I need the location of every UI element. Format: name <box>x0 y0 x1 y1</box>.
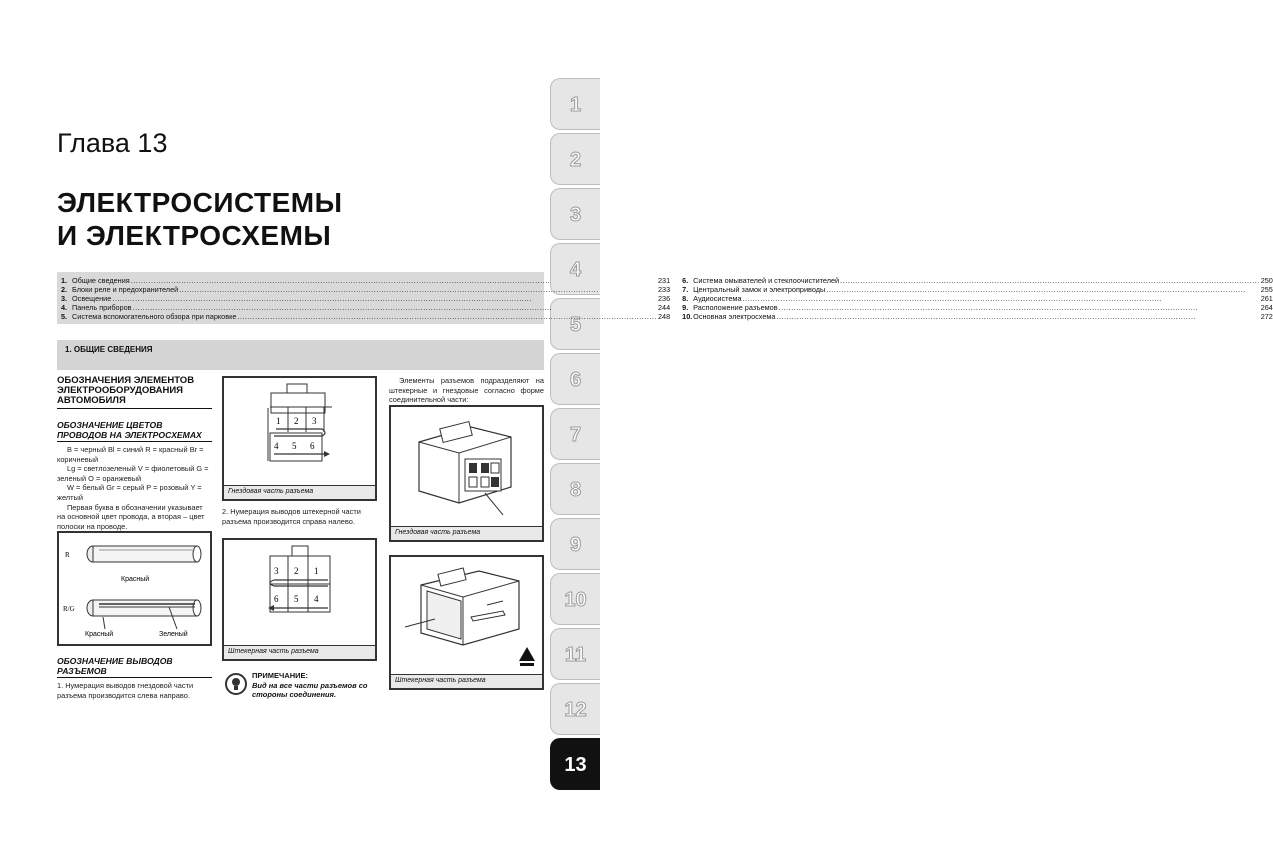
table-of-contents <box>57 272 1273 324</box>
pin-label: 1 <box>314 566 319 576</box>
tab-12[interactable]: 12 <box>550 683 600 735</box>
toc-num: 3. <box>61 294 68 303</box>
note-heading: ПРИМЕЧАНИЕ: <box>252 671 309 680</box>
toc-title: Центральный замок и электроприводы <box>693 285 826 294</box>
pin-label: 5 <box>294 594 299 604</box>
toc-left <box>61 276 670 324</box>
chapter-label: Глава 13 <box>57 128 168 158</box>
toc-num: 2. <box>61 285 68 294</box>
toc-num: 10. <box>682 312 693 321</box>
toc-num: 8. <box>682 294 689 303</box>
wire-rg-main: Красный <box>85 631 114 638</box>
toc-page: 244 <box>657 303 671 312</box>
figure-caption: Гнездовая часть разъема <box>224 485 375 499</box>
pin-label: 6 <box>310 441 315 451</box>
legend-explanation: Первая буква в обозначении указывает на основной цвет провода, а вторая – цвет полоски на проводе. <box>57 502 205 531</box>
tab-10[interactable]: 10 <box>550 573 600 625</box>
toc-item[interactable] <box>61 312 670 321</box>
toc-page: 236 <box>657 294 671 303</box>
toc-title: Расположение разъемов <box>693 303 778 312</box>
pin-label: 5 <box>292 441 297 451</box>
figure-caption: Гнездовая часть разъема <box>391 526 542 540</box>
male-connector-figure <box>389 555 544 690</box>
tab-3[interactable]: 3 <box>550 188 600 240</box>
color-legend <box>57 445 212 531</box>
pin-label: 6 <box>274 594 279 604</box>
tab-5[interactable]: 5 <box>550 298 600 350</box>
toc-title: Освещение <box>72 294 112 303</box>
connector-pins-heading: ОБОЗНАЧЕНИЕ ВЫВОДОВ РАЗЪЕМОВ <box>57 656 212 678</box>
toc-title: Общие сведения <box>72 276 130 285</box>
toc-item[interactable] <box>682 303 1273 312</box>
toc-page: 264 <box>1260 303 1273 312</box>
tab-11[interactable]: 11 <box>550 628 600 680</box>
step-1: 1. Нумерация выводов гнездовой части разъема производится слева направо. <box>57 681 194 700</box>
note-icon <box>225 673 247 695</box>
toc-title: Панель приборов <box>72 303 132 312</box>
pin-label: 1 <box>276 416 281 426</box>
legend-line-1: B = черный Bl = синий R = красный Br = коричневый <box>57 445 204 464</box>
toc-item[interactable] <box>682 276 1273 285</box>
male-pinout-diagram <box>224 540 375 645</box>
pin-label: 4 <box>274 441 279 451</box>
wire-rg-stripe: Зеленый <box>159 631 188 638</box>
tab-6[interactable]: 6 <box>550 353 600 405</box>
wire-colors-heading: ОБОЗНАЧЕНИЕ ЦВЕТОВ ПРОВОДОВ НА ЭЛЕКТРОСХЕМАХ <box>57 420 212 442</box>
toc-num: 7. <box>682 285 689 294</box>
pin-label: 2 <box>294 416 299 426</box>
toc-page: 233 <box>657 285 671 294</box>
pin-label: 4 <box>314 594 319 604</box>
legend-line-2: Lg = светлозеленый V = фиолетовый G = зеленый O = оранжевый <box>57 464 209 483</box>
wire-r-label: R <box>65 551 70 559</box>
col1-heading: ОБОЗНАЧЕНИЯ ЭЛЕМЕНТОВ ЭЛЕКТРООБОРУДОВАНИЯ АВТОМОБИЛЯ <box>57 376 212 409</box>
legend-line-3: W = белый Gr = серый P = розовый Y = желтый <box>57 483 202 502</box>
toc-item[interactable] <box>61 294 670 303</box>
toc-num: 9. <box>682 303 689 312</box>
section-heading: 1. ОБЩИЕ СВЕДЕНИЯ <box>57 340 544 370</box>
toc-num: 1. <box>61 276 68 285</box>
wire-figure <box>57 531 212 646</box>
wire-rg <box>87 600 201 616</box>
toc-page: 250 <box>1260 276 1273 285</box>
tab-7[interactable]: 7 <box>550 408 600 460</box>
page-title <box>57 186 343 252</box>
toc-item[interactable] <box>682 285 1273 294</box>
toc-page: 261 <box>1260 294 1273 303</box>
toc-page: 272 <box>1260 312 1273 321</box>
tab-1[interactable]: 1 <box>550 78 600 130</box>
tab-2[interactable]: 2 <box>550 133 600 185</box>
toc-page: 255 <box>1260 285 1273 294</box>
wire-r <box>87 546 201 562</box>
toc-item[interactable] <box>682 312 1273 321</box>
toc-num: 4. <box>61 303 68 312</box>
toc-title: Система омывателей и стеклоочистителей <box>693 276 840 285</box>
figure-caption: Штекерная часть разъема <box>224 645 375 659</box>
toc-title: Блоки реле и предохранителей <box>72 285 179 294</box>
female-pinout-diagram <box>224 378 375 485</box>
note-text: Вид на все части разъемов со стороны соединения. <box>252 681 368 699</box>
female-connector-figure <box>389 405 544 542</box>
title-line-2: И ЭЛЕКТРОСХЕМЫ <box>57 220 332 251</box>
wire-rg-label: R/G <box>63 605 75 613</box>
male-pinout-figure <box>222 538 377 661</box>
tab-13[interactable]: 13 <box>550 738 600 790</box>
wire-r-color: Красный <box>121 576 150 583</box>
toc-title: Аудиосистема <box>693 294 742 303</box>
step-2: 2. Нумерация выводов штекерной части разъема производится справа налево. <box>222 507 361 526</box>
tab-9[interactable]: 9 <box>550 518 600 570</box>
toc-item[interactable] <box>682 294 1273 303</box>
pin-label: 3 <box>312 416 317 426</box>
female-connector-illustration <box>391 407 542 526</box>
toc-item[interactable] <box>61 285 670 294</box>
female-pinout-figure <box>222 376 377 501</box>
figure-caption: Штекерная часть разъема <box>391 674 542 688</box>
tab-8[interactable]: 8 <box>550 463 600 515</box>
toc-title: Основная электросхема <box>693 312 776 321</box>
toc-num: 5. <box>61 312 68 321</box>
toc-num: 6. <box>682 276 689 285</box>
toc-page: 248 <box>657 312 671 321</box>
pin-label: 3 <box>274 566 279 576</box>
publisher-logo-icon <box>518 646 536 668</box>
connector-types-text: Элементы разъемов подразделяют на штекерные и гнездовые согласно форме соединительной части: <box>389 376 544 405</box>
toc-page: 231 <box>657 276 671 285</box>
wire-diagram <box>59 533 210 644</box>
toc-right <box>682 276 1273 324</box>
title-line-1: ЭЛЕКТРОСИСТЕМЫ <box>57 187 343 218</box>
pin-label: 2 <box>294 566 299 576</box>
toc-title: Система вспомогательного обзора при парковке <box>72 312 237 321</box>
toc-item[interactable] <box>61 276 670 285</box>
tab-4[interactable]: 4 <box>550 243 600 295</box>
toc-item[interactable] <box>61 303 670 312</box>
